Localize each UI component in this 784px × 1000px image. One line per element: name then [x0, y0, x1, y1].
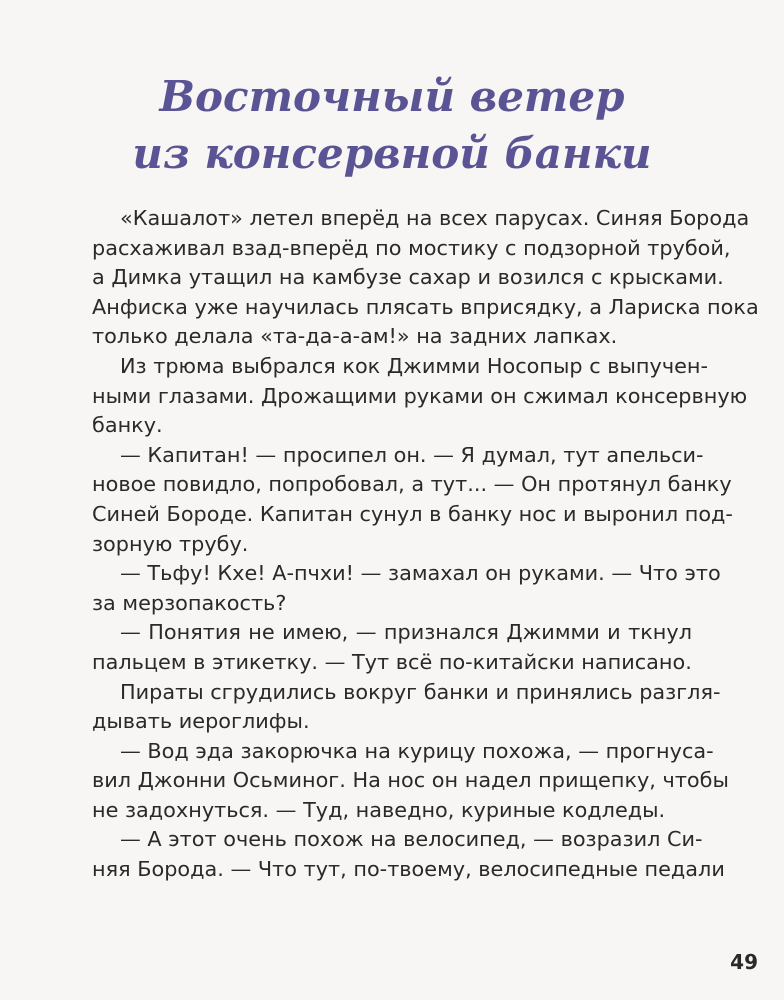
text-line: «Кашалот» летел вперёд на всех парусах. Синяя Борода [120, 206, 750, 230]
text-line: банку. [92, 413, 163, 438]
text-line: дывать иероглифы. [92, 709, 310, 734]
text-line: — Капитан! — просипел он. — Я думал, тут апельси- [120, 442, 704, 467]
text-line: Синей Бороде. Капитан сунул в банку нос и выронил под- [92, 501, 733, 526]
text-line: — А этот очень похож на велосипед, — возразил Си- [120, 827, 703, 852]
text-line: вил Джонни Осьминог. На нос он надел прищепку, чтобы [92, 768, 729, 793]
paragraph [92, 352, 748, 441]
text-line: ными глазами. Дрожащими руками он сжимал консервную [92, 383, 748, 408]
text-line: пальцем в этикетку. — Тут всё по-китайски написано. [92, 649, 692, 674]
text-line: Пираты сгрудились вокруг банки и принялись разгля- [120, 679, 721, 704]
text-line: Анфиска уже научилась плясать вприсядку, а Лариска пока [92, 294, 759, 319]
text-line: новое повидло, попробовал, а тут... — Он протянул банку [92, 472, 732, 497]
text-line: только делала «та-да-а-ам!» на задних лапках. [92, 324, 618, 349]
page-number: 49 [730, 950, 758, 974]
text-line: Из трюма выбрался кок Джимми Носопыр с выпучен- [120, 353, 709, 378]
text-line: за мерзопакость? [92, 590, 287, 615]
text-line: зорную трубу. [92, 531, 249, 556]
body-text [92, 204, 759, 885]
text-line: расхаживал взад-вперёд по мостику с подзорной трубой, [92, 235, 731, 260]
text-line: не задохнуться. — Туд, наведно, куриные кодледы. [92, 797, 666, 822]
text-line: а Димка утащил на камбузе сахар и возился с крысками. [92, 265, 724, 290]
title-line-2: из консервной банки [132, 129, 652, 178]
text-line: — Вод эда закорючка на курицу похожа, — прогнуса- [120, 738, 714, 763]
text-line: — Понятия не имею, — признался Джимми и ткнул [120, 620, 692, 645]
paragraph [92, 678, 721, 737]
title-line-1: Восточный ветер [159, 72, 625, 121]
paragraph [92, 618, 692, 677]
paragraph [92, 737, 729, 826]
text-line: няя Борода. — Что тут, по-твоему, велосипедные педали [92, 857, 725, 882]
paragraph [92, 825, 725, 884]
paragraph [92, 559, 721, 618]
text-line: — Тьфу! Кхе! А-пчхи! — замахал он руками. — Что это [120, 561, 721, 586]
paragraph [92, 441, 733, 559]
page-title [0, 68, 784, 182]
paragraph [92, 204, 759, 352]
